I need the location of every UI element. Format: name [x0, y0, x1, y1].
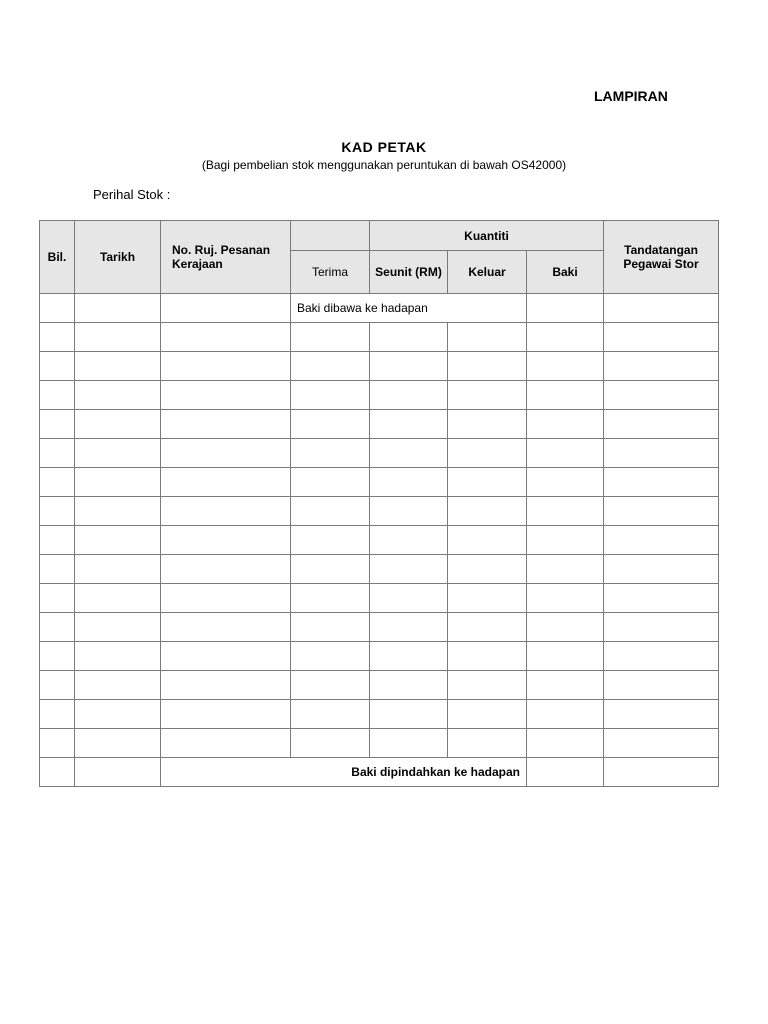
table-row: [40, 323, 719, 352]
table-cell[interactable]: [75, 381, 161, 410]
table-cell[interactable]: [75, 613, 161, 642]
table-cell[interactable]: [604, 555, 719, 584]
table-cell[interactable]: [40, 584, 75, 613]
table-row: [40, 381, 719, 410]
table-cell[interactable]: [40, 642, 75, 671]
table-cell[interactable]: [527, 352, 604, 381]
table-cell[interactable]: [40, 381, 75, 410]
table-cell[interactable]: [40, 671, 75, 700]
header-bil: Bil.: [40, 221, 75, 294]
table-cell[interactable]: [40, 758, 75, 787]
carry-over-row: [40, 758, 719, 787]
table-cell[interactable]: [527, 526, 604, 555]
header-terima: Terima: [291, 251, 370, 294]
table-cell[interactable]: [291, 700, 370, 729]
table-cell[interactable]: [291, 439, 370, 468]
table-cell[interactable]: [448, 613, 527, 642]
table-cell[interactable]: [40, 526, 75, 555]
table-cell[interactable]: [370, 439, 448, 468]
table-cell[interactable]: [40, 468, 75, 497]
table-cell[interactable]: [161, 352, 291, 381]
stock-card-table: [39, 220, 719, 787]
table-cell[interactable]: [75, 584, 161, 613]
table-cell[interactable]: [527, 700, 604, 729]
lampiran-label: LAMPIRAN: [594, 88, 668, 104]
table-cell[interactable]: [448, 468, 527, 497]
table-cell[interactable]: [75, 323, 161, 352]
table-cell[interactable]: [448, 555, 527, 584]
table-cell[interactable]: [604, 497, 719, 526]
table-cell[interactable]: [448, 410, 527, 439]
table-cell[interactable]: [604, 700, 719, 729]
table-cell[interactable]: [75, 555, 161, 584]
table-cell[interactable]: [604, 729, 719, 758]
table-cell[interactable]: [40, 700, 75, 729]
table-cell[interactable]: [448, 323, 527, 352]
table-cell[interactable]: [370, 613, 448, 642]
table-cell[interactable]: [75, 729, 161, 758]
table-cell[interactable]: [527, 555, 604, 584]
table-cell[interactable]: [75, 642, 161, 671]
table-cell[interactable]: [161, 381, 291, 410]
table-cell[interactable]: [370, 323, 448, 352]
table-cell[interactable]: [40, 729, 75, 758]
table-cell[interactable]: [448, 671, 527, 700]
table-cell[interactable]: [40, 323, 75, 352]
table-cell[interactable]: [527, 294, 604, 323]
header-seunit: Seunit (RM): [370, 251, 448, 294]
page-title: KAD PETAK: [341, 139, 427, 155]
table-cell[interactable]: [40, 294, 75, 323]
table-cell[interactable]: [604, 758, 719, 787]
table-cell[interactable]: [161, 294, 291, 323]
table-cell[interactable]: [291, 352, 370, 381]
table-cell[interactable]: [40, 497, 75, 526]
table-cell[interactable]: [161, 642, 291, 671]
table-cell[interactable]: [604, 584, 719, 613]
table-cell[interactable]: [370, 468, 448, 497]
table-cell[interactable]: [448, 700, 527, 729]
table-cell[interactable]: [291, 468, 370, 497]
table-row: [40, 671, 719, 700]
table-cell[interactable]: [527, 381, 604, 410]
table-cell[interactable]: [448, 526, 527, 555]
table-cell[interactable]: [75, 526, 161, 555]
header-tandatangan: Tandatangan Pegawai Stor: [604, 221, 719, 294]
table-cell[interactable]: [370, 642, 448, 671]
table-cell[interactable]: [604, 294, 719, 323]
table-cell[interactable]: [291, 555, 370, 584]
table-cell[interactable]: [370, 584, 448, 613]
table-cell[interactable]: [448, 642, 527, 671]
table-cell[interactable]: [291, 323, 370, 352]
table-cell[interactable]: [370, 352, 448, 381]
carry-forward-label: Baki dibawa ke hadapan: [291, 294, 527, 323]
table-cell[interactable]: [370, 700, 448, 729]
table-cell[interactable]: [75, 352, 161, 381]
table-cell[interactable]: [291, 671, 370, 700]
table-cell[interactable]: [527, 584, 604, 613]
carry-over-label: Baki dipindahkan ke hadapan: [161, 758, 527, 787]
table-cell[interactable]: [161, 729, 291, 758]
table-row: [40, 439, 719, 468]
table-cell[interactable]: [161, 526, 291, 555]
table-cell[interactable]: [448, 381, 527, 410]
table-cell[interactable]: [161, 613, 291, 642]
table-cell[interactable]: [291, 729, 370, 758]
table-row: [40, 642, 719, 671]
table-cell[interactable]: [291, 613, 370, 642]
table-cell[interactable]: [527, 410, 604, 439]
table-cell[interactable]: [161, 468, 291, 497]
table-cell[interactable]: [370, 526, 448, 555]
table-cell[interactable]: [75, 439, 161, 468]
table-row: [40, 584, 719, 613]
table-row: [40, 497, 719, 526]
table-cell[interactable]: [291, 381, 370, 410]
table-cell[interactable]: [604, 410, 719, 439]
table-row: [40, 700, 719, 729]
table-cell[interactable]: [161, 323, 291, 352]
table-cell[interactable]: [291, 526, 370, 555]
table-cell[interactable]: [370, 671, 448, 700]
table-cell[interactable]: [448, 497, 527, 526]
header-no-ruj: No. Ruj. Pesanan Kerajaan: [161, 221, 291, 294]
table-row: [40, 729, 719, 758]
table-row: [40, 526, 719, 555]
table-cell[interactable]: [527, 729, 604, 758]
table-cell[interactable]: [291, 584, 370, 613]
table-row: [40, 352, 719, 381]
table-cell[interactable]: [75, 758, 161, 787]
table-cell[interactable]: [448, 584, 527, 613]
table-cell[interactable]: [527, 758, 604, 787]
header-tarikh: Tarikh: [75, 221, 161, 294]
table-cell[interactable]: [40, 555, 75, 584]
table-cell[interactable]: [604, 526, 719, 555]
table-cell[interactable]: [291, 642, 370, 671]
table-cell[interactable]: [75, 497, 161, 526]
table-cell[interactable]: [527, 468, 604, 497]
table-cell[interactable]: [604, 439, 719, 468]
table-cell[interactable]: [448, 439, 527, 468]
table-cell[interactable]: [40, 439, 75, 468]
header-baki: Baki: [527, 251, 604, 294]
table-cell[interactable]: [527, 439, 604, 468]
table-cell[interactable]: [527, 671, 604, 700]
table-cell[interactable]: [527, 642, 604, 671]
table-cell[interactable]: [370, 497, 448, 526]
table-cell[interactable]: [40, 410, 75, 439]
table-cell[interactable]: [161, 700, 291, 729]
table-cell[interactable]: [75, 294, 161, 323]
table-cell[interactable]: [604, 323, 719, 352]
table-cell[interactable]: [448, 729, 527, 758]
header-keluar: Keluar: [448, 251, 527, 294]
table-cell[interactable]: [370, 729, 448, 758]
table-cell[interactable]: [527, 323, 604, 352]
table-row: [40, 613, 719, 642]
header-kuantiti: Kuantiti: [370, 221, 604, 251]
perihal-stok-label: Perihal Stok :: [93, 187, 171, 202]
table-cell[interactable]: [75, 671, 161, 700]
table-cell[interactable]: [161, 439, 291, 468]
carry-forward-row: [40, 294, 719, 323]
table-cell[interactable]: [161, 555, 291, 584]
table-cell[interactable]: [527, 613, 604, 642]
table-cell[interactable]: [604, 352, 719, 381]
table-cell[interactable]: [75, 468, 161, 497]
table-cell[interactable]: [370, 410, 448, 439]
table-cell[interactable]: [40, 613, 75, 642]
header-blank: [291, 221, 370, 251]
table-cell[interactable]: [40, 352, 75, 381]
table-cell[interactable]: [604, 671, 719, 700]
table-cell[interactable]: [161, 497, 291, 526]
table-cell[interactable]: [448, 352, 527, 381]
table-cell[interactable]: [604, 642, 719, 671]
table-cell[interactable]: [291, 410, 370, 439]
table-cell[interactable]: [370, 555, 448, 584]
table-cell[interactable]: [75, 700, 161, 729]
table-cell[interactable]: [370, 381, 448, 410]
table-cell[interactable]: [161, 410, 291, 439]
table-cell[interactable]: [604, 468, 719, 497]
table-cell[interactable]: [604, 381, 719, 410]
page-subtitle: (Bagi pembelian stok menggunakan peruntukan di bawah OS42000): [201, 158, 567, 172]
table-cell[interactable]: [75, 410, 161, 439]
table-cell[interactable]: [161, 584, 291, 613]
table-cell[interactable]: [161, 671, 291, 700]
table-cell[interactable]: [527, 497, 604, 526]
table-row: [40, 410, 719, 439]
table-row: [40, 555, 719, 584]
table-row: [40, 468, 719, 497]
table-cell[interactable]: [291, 497, 370, 526]
table-cell[interactable]: [604, 613, 719, 642]
